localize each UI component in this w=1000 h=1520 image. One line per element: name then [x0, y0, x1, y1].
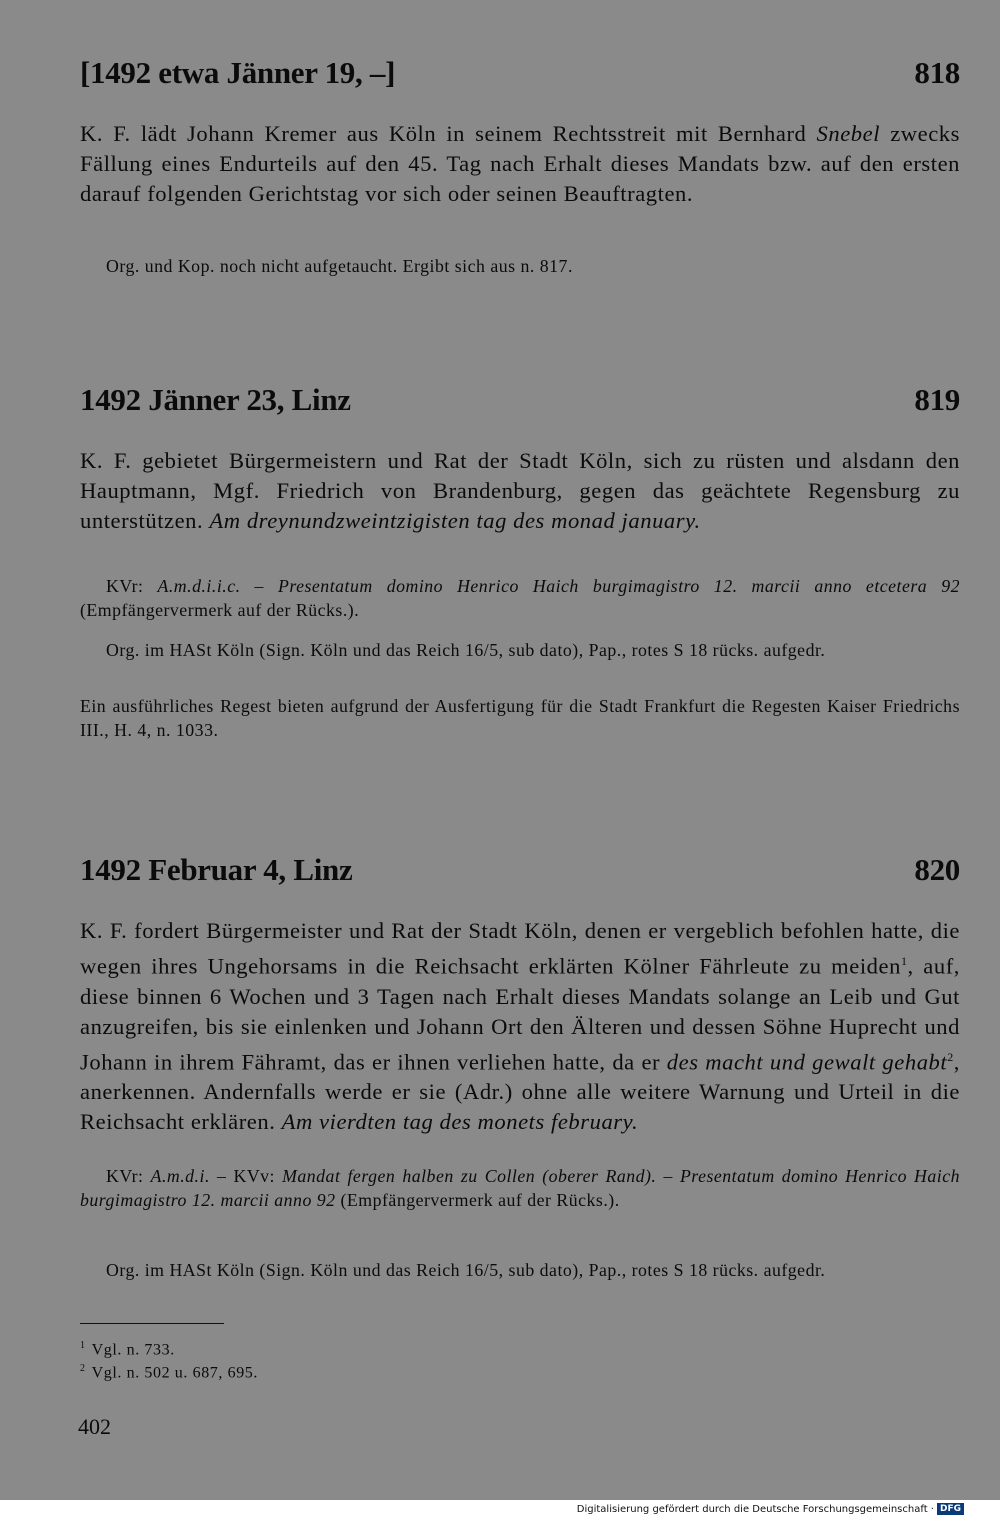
- credit-text: Digitalisierung gefördert durch die Deutsche Forschungsgemeinschaft ·: [576, 1503, 934, 1515]
- entry-818-note: Org. und Kop. noch nicht aufgetaucht. Ergibt sich aus n. 817.: [106, 256, 573, 276]
- footnote-1: $^1$ Vgl. n. 733.: [80, 1340, 175, 1359]
- entry-number: 820: [914, 852, 960, 887]
- footnote-2: $^2$ Vgl. n. 502 u. 687, 695.: [80, 1363, 259, 1382]
- entry-819-note-regest: Ein ausführliches Regest bieten aufgrund der Ausfertigung für die Stadt Frankfurt die Regesten Kaiser Friedrichs III., H. 4, n. 1033.: [80, 696, 960, 740]
- entry-819-note-org: Org. im HASt Köln (Sign. Köln und das Reich 16/5, sub dato), Pap., rotes S 18 rücks. aufgedr.: [106, 640, 826, 660]
- digitization-credit: [577, 1503, 964, 1515]
- entry-819-note-kvr: KVr: A.m.d.i.i.c. – Presentatum domino Henrico Haich burgimagistro 12. marcii anno etcetera 92 (Empfängervermerk auf der Rücks.).: [80, 576, 960, 620]
- entry-820-text: K. F. fordert Bürgermeister und Rat der Stadt Köln, denen er vergeblich befohlen hatte, die wegen ihres Ungehorsams in die Reichsacht erklärten Kölner Fährleute zu meiden$^1$, auf, diese binnen 6 Wochen und 3 Tagen nach Erhalt dieses Mandats solange an Leib und Gut anzugreifen, bis sie einlenken und Johann Ort den Älteren und dessen Söhne Huprecht und Johann in ihrem Fähramt, das er ihnen verliehen hatte, da er des macht und gewalt gehabt$^2$, anerkennen. Andernfalls werde er sie (Adr.) ohne alle weitere Warnung und Urteil in die Reichsacht erklären. Am vierdten tag des monets february.: [80, 918, 960, 1135]
- entry-number: 818: [914, 55, 960, 90]
- entry-date: 1492 Februar 4, Linz: [80, 852, 353, 887]
- footnote-divider: [80, 1323, 224, 1324]
- footnote-ref: 1: [900, 954, 908, 968]
- entry-820-header: [80, 852, 960, 888]
- page-number: 402: [78, 1414, 111, 1439]
- entry-818-text: K. F. lädt Johann Kremer aus Köln in seinem Rechtsstreit mit Bernhard Snebel zwecks Fällung eines Endurteils auf den 45. Tag nach Erhalt dieses Mandats bzw. auf den ersten darauf folgenden Gerichtstag vor sich oder seinen Beauftragten.: [80, 121, 960, 206]
- entry-820-note-kvr: KVr: A.m.d.i. – KVv: Mandat fergen halben zu Collen (oberer Rand). – Presentatum domino Henrico Haich burgimagistro 12. marcii anno 92 (Empfängervermerk auf der Rücks.).: [80, 1166, 960, 1210]
- entry-819-header: [80, 382, 960, 418]
- footnote-ref: 2: [947, 1049, 954, 1064]
- entry-820-note-org: Org. im HASt Köln (Sign. Köln und das Reich 16/5, sub dato), Pap., rotes S 18 rücks. aufgedr.: [106, 1260, 826, 1280]
- entry-date: [1492 etwa Jänner 19, –]: [80, 55, 396, 90]
- entry-818-header: [80, 55, 960, 91]
- entry-number: 819: [914, 382, 960, 417]
- entry-819-text: K. F. gebietet Bürgermeistern und Rat der Stadt Köln, sich zu rüsten und alsdann den Hauptmann, Mgf. Friedrich von Brandenburg, gegen das geächtete Regensburg zu unterstützen. Am dreynundzweintzigisten tag des monad january.: [80, 448, 960, 533]
- entry-date: 1492 Jänner 23, Linz: [80, 382, 351, 417]
- dfg-logo-icon: DFG: [937, 1503, 964, 1515]
